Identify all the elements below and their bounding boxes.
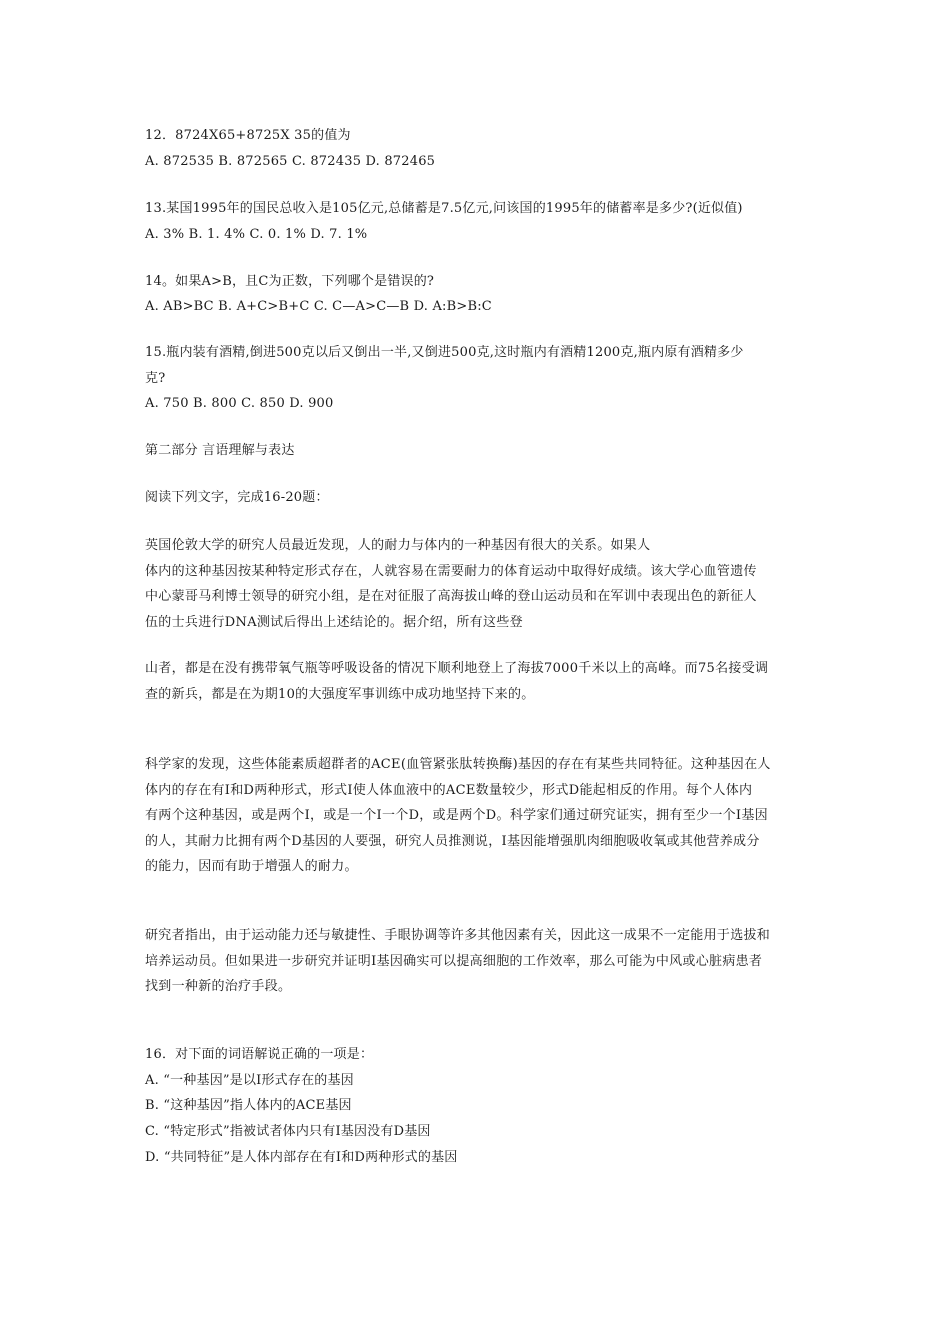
passage-line: 查的新兵，都是在为期10的大强度军事训练中成功地坚持下来的。 [145, 686, 535, 702]
passage-line: 的能力，因而有助于增强人的耐力。 [145, 859, 358, 874]
passage-paragraph-2 [145, 656, 813, 707]
passage-line: 英国伦敦大学的研究人员最近发现，人的耐力与体内的一种基因有很大的关系。如果人 [145, 538, 651, 553]
question-15-options: A. 750 B. 800 C. 850 D. 900 [145, 396, 334, 411]
passage-paragraph-3 [145, 752, 813, 880]
question-12-options: A. 872535 B. 872565 C. 872435 D. 872465 [145, 154, 436, 169]
passage-line: 伍的士兵进行DNA测试后得出上述结论的。据介绍，所有这些登 [145, 614, 523, 630]
passage-line: 找到一种新的治疗手段。 [145, 979, 292, 994]
question-14-options: A. AB>BC B. A+C>B+C C. C—A>C—B D. A:B>B:C [145, 299, 492, 314]
question-16-option-d: D. “共同特征”是人体内部存在有I和D两种形式的基因 [145, 1150, 458, 1165]
passage-paragraph-4 [145, 923, 813, 1000]
passage-line: 有两个这种基因，或是两个I，或是一个I一个D，或是两个D。科学家们通过研究证实，拥有至少一个I基因 [145, 808, 768, 823]
question-12-stem: 12．8724X65+8725X 35的值为 [145, 128, 351, 143]
passage-line: 山者，都是在没有携带氧气瓶等呼吸设备的情况下顺利地登上了海拔7000千米以上的高峰。而75名接受调 [145, 661, 769, 676]
passage-paragraph-1 [145, 533, 813, 635]
passage-line: 体内的存在有I和D两种形式，形式I使人体血液中的ACE数量较少，形式D能起相反的作用。每个人体内 [145, 782, 753, 798]
section-title: 第二部分 言语理解与表达 [145, 443, 295, 458]
question-16-option-c: C. “特定形式”指被试者体内只有I基因没有D基因 [145, 1124, 431, 1139]
question-16-stem: 16．对下面的词语解说正确的一项是： [145, 1047, 374, 1062]
passage-line: 研究者指出，由于运动能力还与敏捷性、手眼协调等许多其他因素有关，因此这一成果不一定能用于选拔和 [145, 928, 771, 943]
passage-line: 中心蒙哥马利博士领导的研究小组，是在对征服了高海拔山峰的登山运动员和在军训中表现出色的新征人 [145, 589, 757, 604]
passage-line: 培养运动员。但如果进一步研究并证明I基因确实可以提高细胞的工作效率，那么可能为中风或心脏病患者 [145, 953, 763, 969]
reading-instruction: 阅读下列文字，完成16-20题： [145, 490, 329, 505]
question-13-stem: 13.某国1995年的国民总收入是105亿元,总储蓄是7.5亿元,问该国的1995年的储蓄率是多少?(近似值) [145, 201, 743, 216]
question-16-option-b: B. “这种基因”指人体内的ACE基因 [145, 1098, 352, 1113]
passage-line: 的人，其耐力比拥有两个D基因的人要强，研究人员推测说，I基因能增强肌肉细胞吸收氧或其他营养成分 [145, 833, 760, 849]
passage-line: 体内的这种基因按某种特定形式存在，人就容易在需要耐力的体育运动中取得好成绩。该大学心血管遗传 [145, 563, 757, 579]
question-14-stem: 14。如果A>B，且C为正数，下列哪个是错误的? [145, 274, 435, 289]
question-15-stem-line1: 15.瓶内装有酒精,倒进500克以后又倒出一半,又倒进500克,这时瓶内有酒精1200克,瓶内原有酒精多少 [145, 345, 744, 360]
question-16-option-a: A. “一种基因”是以I形式存在的基因 [145, 1073, 354, 1088]
question-15-stem-line2: 克? [145, 371, 166, 386]
question-13-options: A. 3% B. 1. 4% C. 0. 1% D. 7. 1% [145, 227, 368, 242]
passage-line: 科学家的发现，这些体能素质超群者的ACE(血管紧张肽转换酶)基因的存在有某些共同特征。这种基因在人 [145, 757, 771, 772]
